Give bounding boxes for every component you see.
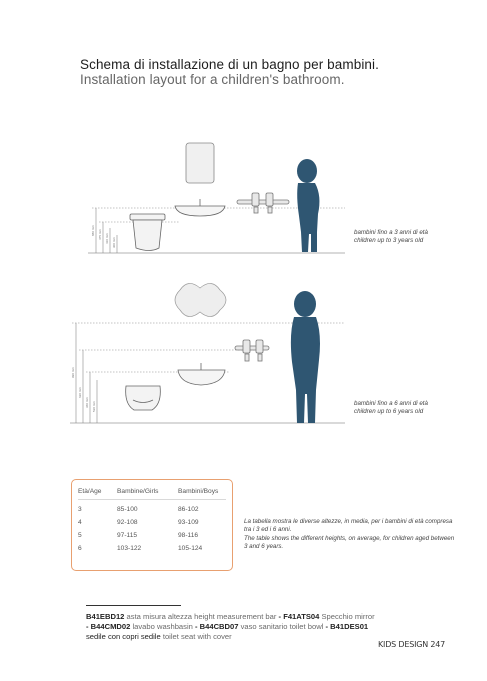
legend-it: asta misura altezza	[126, 612, 192, 621]
caption-en: children up to 6 years old	[354, 408, 424, 415]
legend-it: sedile con copri sedile	[86, 632, 161, 641]
child-figure-3yo	[297, 159, 319, 252]
mirror	[186, 143, 214, 183]
caption-it: bambini fino a 6 anni di età	[354, 400, 428, 407]
legend-code: B44CBD07	[199, 622, 239, 631]
dim-label: 990 mm	[71, 367, 75, 378]
table-cell: 86-102	[178, 506, 199, 513]
page-footer: KIDS DESIGN 247	[378, 640, 446, 649]
table-row	[72, 506, 232, 516]
legend-separator: -	[278, 612, 282, 621]
legend-separator: -	[86, 622, 89, 631]
table-row	[72, 519, 232, 529]
table-cell: 97-115	[117, 532, 138, 539]
caption-diagram-2	[354, 400, 428, 416]
legend-separator: -	[325, 622, 329, 631]
table-note-en: The table shows the different heights, on average, for children aged between 3 and 6 years.	[244, 534, 455, 551]
dim-label: 360 mm	[85, 397, 89, 408]
legend-it: lavabo	[132, 622, 155, 631]
table-note-it: La tabella mostra le diverse altezze, in media, per i bambini di età compresa tra i 3 ed i 6 anni.	[244, 518, 453, 534]
height-measurement-bar	[237, 193, 289, 213]
page-subtitle: Installation layout for a children's bathroom.	[80, 72, 345, 87]
product-legend	[86, 612, 431, 642]
table-cell: 105-124	[178, 545, 203, 552]
table-cell: 93-109	[178, 519, 199, 526]
washbasin	[175, 199, 225, 216]
washbasin	[178, 363, 225, 385]
dim-label: 475 mm	[98, 229, 102, 240]
dim-label: 410 mm	[105, 233, 109, 244]
dim-label: 620 mm	[78, 387, 82, 398]
table-cell: 92-108	[117, 519, 138, 526]
legend-en: mirror	[354, 612, 375, 621]
table-header-cell: Età/Age	[78, 488, 102, 495]
legend-en: washbasin	[156, 622, 193, 631]
legend-en: toilet bowl	[289, 622, 324, 631]
legend-divider	[86, 605, 181, 606]
table-cell: 5	[78, 532, 82, 539]
wall-toilet	[126, 386, 161, 410]
table-cell: 4	[78, 519, 82, 526]
table-row	[72, 545, 232, 555]
table-divider	[78, 499, 226, 500]
legend-en: toilet seat with cover	[162, 632, 232, 641]
caption-it: bambini fino a 3 anni di età	[354, 229, 428, 236]
table-cell: 98-116	[178, 532, 199, 539]
caption-diagram-1	[354, 229, 428, 245]
page-title: Schema di installazione di un bagno per bambini.	[80, 57, 379, 72]
legend-it: vaso sanitario	[240, 622, 288, 631]
table-row	[72, 532, 232, 542]
dim-label: 530 mm	[92, 401, 96, 412]
height-table	[71, 479, 233, 571]
flower-mirror	[175, 283, 226, 316]
table-header-cell: Bambini/Boys	[178, 488, 219, 495]
toilet-bowl	[130, 214, 165, 251]
table-note	[244, 518, 459, 552]
legend-en: height measurement bar	[194, 612, 277, 621]
diagram-child	[70, 283, 345, 423]
height-measurement-bar	[235, 340, 269, 361]
table-cell: 3	[78, 506, 82, 513]
legend-code: B41DES01	[330, 622, 369, 631]
dim-label: 300 mm	[112, 237, 116, 248]
table-cell: 103-122	[117, 545, 142, 552]
table-header-cell: Bambine/Girls	[117, 488, 159, 495]
diagram-toddler	[88, 143, 345, 253]
table-cell: 6	[78, 545, 82, 552]
legend-code: B44CMD02	[90, 622, 131, 631]
caption-en: children up to 3 years old	[354, 237, 424, 244]
legend-code: B41EBD12	[86, 612, 125, 621]
legend-it: Specchio	[321, 612, 353, 621]
table-cell: 85-100	[117, 506, 138, 513]
legend-code: F41ATS04	[283, 612, 320, 621]
child-figure-6yo	[291, 291, 320, 423]
legend-separator: -	[194, 622, 198, 631]
dim-label: 880 mm	[91, 225, 95, 236]
